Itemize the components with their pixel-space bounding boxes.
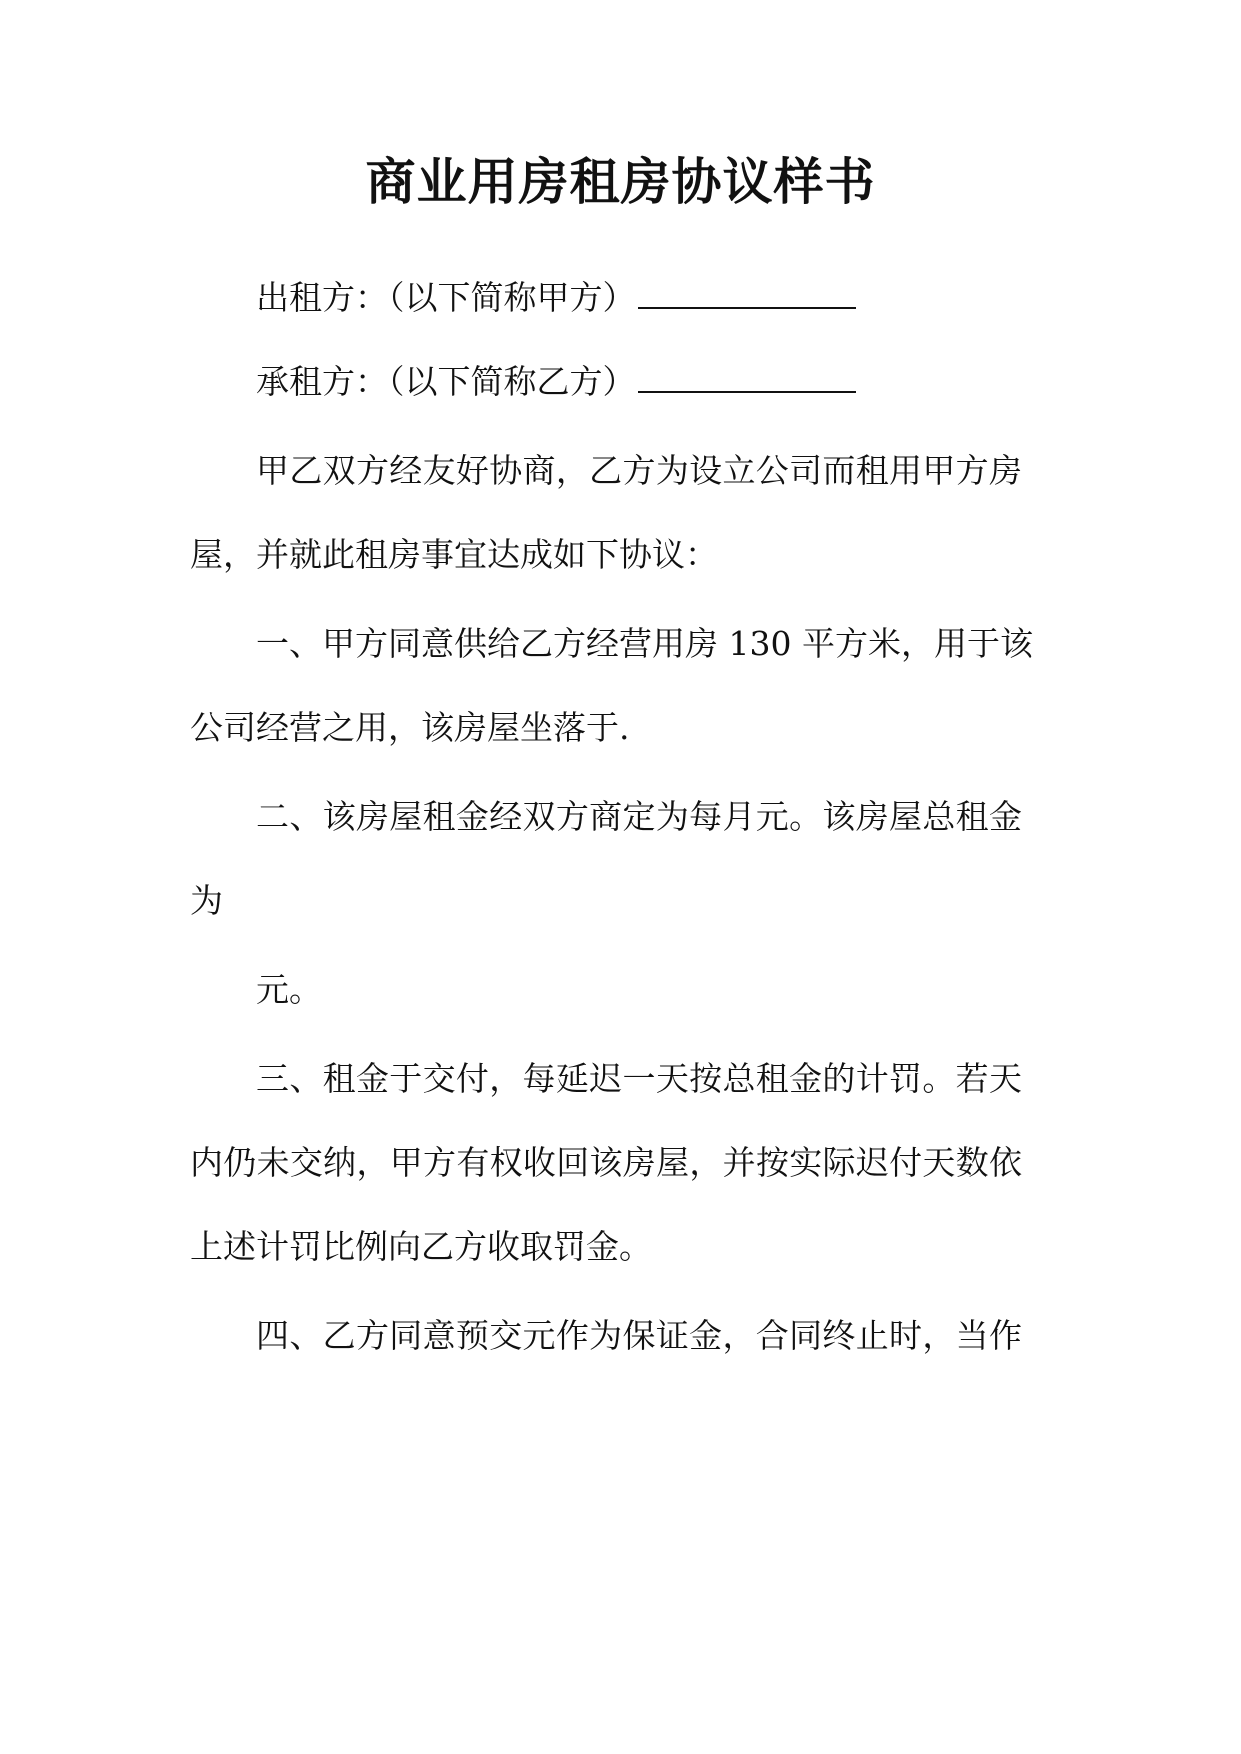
lessor-label: 出租方：（以下简称甲方） bbox=[256, 278, 636, 317]
lessor-line bbox=[256, 278, 856, 318]
intro-line-2: 屋，并就此租房事宜达成如下协议： bbox=[190, 535, 718, 574]
clause3-line-1: 三、租金于交付，每延迟一天按总租金的计罚。若天 bbox=[256, 1059, 1022, 1098]
clause3-line-3: 上述计罚比例向乙方收取罚金。 bbox=[190, 1227, 652, 1266]
clause2-line-3: 元。 bbox=[256, 970, 322, 1009]
clause4-line-1: 四、乙方同意预交元作为保证金，合同终止时，当作 bbox=[256, 1316, 1022, 1355]
clause1-line-1: 一、甲方同意供给乙方经营用房 130 平方米，用于该 bbox=[256, 624, 1033, 663]
lessor-blank bbox=[638, 279, 856, 309]
intro-line-1: 甲乙双方经友好协商，乙方为设立公司而租用甲方房 bbox=[256, 451, 1022, 490]
lessee-line bbox=[256, 362, 856, 402]
clause3-line-2: 内仍未交纳，甲方有权收回该房屋，并按实际迟付天数依 bbox=[190, 1143, 1022, 1182]
clause1-line-2: 公司经营之用，该房屋坐落于. bbox=[190, 708, 630, 747]
lessee-blank bbox=[638, 363, 856, 393]
document-title: 商业用房租房协议样书 bbox=[365, 153, 876, 211]
clause2-line-1: 二、该房屋租金经双方商定为每月元。该房屋总租金 bbox=[256, 797, 1022, 836]
lessee-label: 承租方：（以下简称乙方） bbox=[256, 362, 636, 401]
clause2-line-2: 为 bbox=[190, 881, 223, 920]
